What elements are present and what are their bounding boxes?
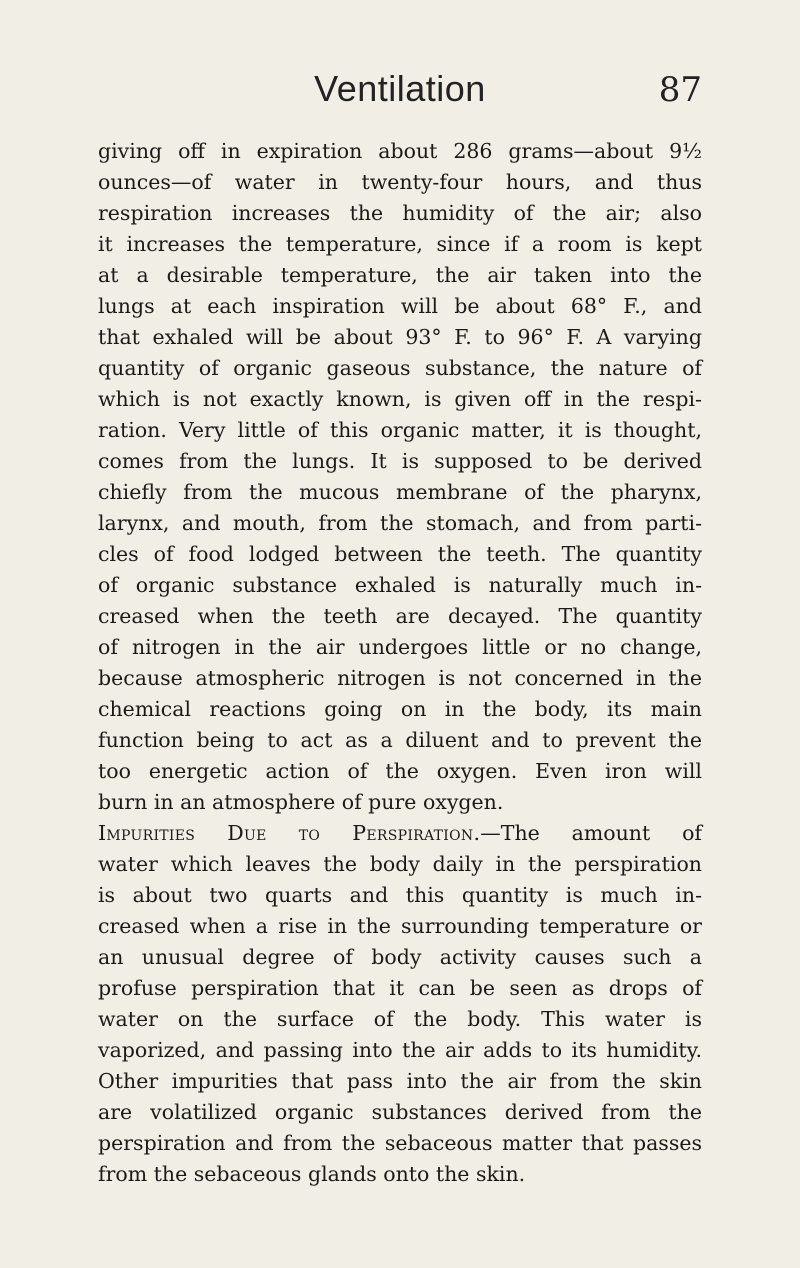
text-line: which is not exactly known, is given off in the respi- — [98, 387, 702, 411]
text-line: Other impurities that pass into the air from the skin — [98, 1069, 702, 1093]
text-line: function being to act as a diluent and to prevent the — [98, 728, 702, 752]
text-line: at a desirable temperature, the air taken into the — [98, 263, 702, 287]
text-line: burn in an atmosphere of pure oxygen. — [98, 790, 504, 814]
text-line: giving off in expiration about 286 grams—about 9½ — [98, 139, 702, 163]
text-line: respiration increases the humidity of the air; also — [98, 201, 702, 225]
text-line: of nitrogen in the air undergoes little or no change, — [98, 635, 702, 659]
text-line: ration. Very little of this organic matter, it is thought, — [98, 418, 702, 442]
text-line: vaporized, and passing into the air adds to its humidity. — [98, 1038, 702, 1062]
text-line: chiefly from the mucous membrane of the pharynx, — [98, 480, 702, 504]
paragraph-respiration — [98, 136, 702, 818]
text-line: from the sebaceous glands onto the skin. — [98, 1162, 526, 1186]
text-run: —The amount of — [480, 821, 702, 845]
page-number: 87 — [658, 70, 702, 110]
text-line: chemical reactions going on in the body, its main — [98, 697, 702, 721]
text-line: water on the surface of the body. This water is — [98, 1007, 702, 1031]
text-line: water which leaves the body daily in the perspiration — [98, 852, 702, 876]
text-line: of organic substance exhaled is naturally much in- — [98, 573, 702, 597]
text-line — [98, 818, 702, 849]
section-heading: Impurities Due to Perspiration. — [98, 821, 481, 845]
text-line: comes from the lungs. It is supposed to be derived — [98, 449, 702, 473]
text-line: profuse perspiration that it can be seen as drops of — [98, 976, 702, 1000]
text-line: lungs at each inspiration will be about 68° F., and — [98, 294, 702, 318]
paragraph-perspiration — [98, 818, 702, 1190]
text-line: is about two quarts and this quantity is much in- — [98, 883, 702, 907]
page-header — [98, 68, 702, 116]
text-line: creased when the teeth are decayed. The quantity — [98, 604, 702, 628]
text-line: ounces—of water in twenty-four hours, and thus — [98, 170, 702, 194]
text-line: quantity of organic gaseous substance, the nature of — [98, 356, 702, 380]
text-line: that exhaled will be about 93° F. to 96° F. A varying — [98, 325, 702, 349]
text-line: an unusual degree of body activity causes such a — [98, 945, 702, 969]
text-line: it increases the temperature, since if a room is kept — [98, 232, 702, 256]
text-line: are volatilized organic substances derived from the — [98, 1100, 702, 1124]
text-line: creased when a rise in the surrounding temperature or — [98, 914, 702, 938]
text-line: because atmospheric nitrogen is not concerned in the — [98, 666, 702, 690]
text-line: larynx, and mouth, from the stomach, and from parti- — [98, 511, 702, 535]
text-line: perspiration and from the sebaceous matter that passes — [98, 1131, 702, 1155]
body-text — [98, 136, 702, 1190]
text-line: too energetic action of the oxygen. Even iron will — [98, 759, 702, 783]
running-title: Ventilation — [314, 68, 486, 109]
text-line: cles of food lodged between the teeth. The quantity — [98, 542, 702, 566]
